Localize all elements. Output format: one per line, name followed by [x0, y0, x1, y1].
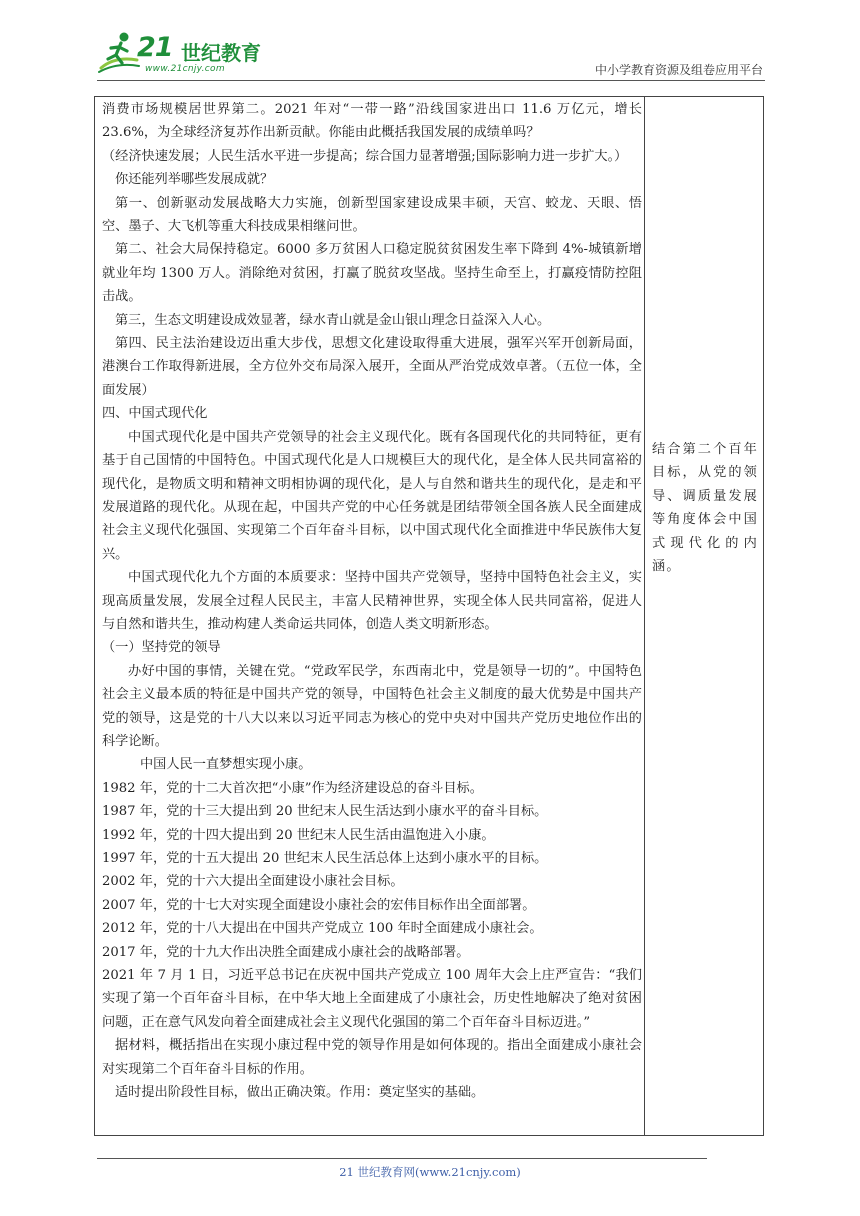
- paragraph: 你还能列举哪些发展成就？: [115, 172, 274, 188]
- paragraph: 第一、创新驱动发展战略大力实施，创新型国家建设成果丰硕，天宫、蛟龙、天眼、悟空、墨子、大飞机等重大科技成果相继问世。: [102, 195, 642, 235]
- paragraph: 第四、民主法治建设迈出重大步伐，思想文化建设取得重大进展，强军兴军开创新局面，港澳台工作取得新进展，全方位外交布局深入展开，全面从严治党成效卓著。（五位一体，全面发展）: [102, 336, 642, 398]
- section-heading: 四、中国式现代化: [102, 406, 208, 422]
- paragraph: 消费市场规模居世界第二。2021 年对“一带一路”沿线国家进出口 11.6 万亿元，增长 23.6%，为全球经济复苏作出新贡献。你能由此概括我国发展的成绩单吗？: [102, 102, 642, 141]
- paragraph: 中国式现代化九个方面的本质要求：坚持中国共产党领导，坚持中国特色社会主义，实现高质量发展，发展全过程人民民主，丰富人民精神世界，实现全体人民共同富裕，促进人与自然和谐共生，推动构建人类命运共同体，创造人类文明新形态。: [102, 570, 642, 632]
- paragraph: 中国人民一直梦想实现小康。: [140, 757, 312, 773]
- platform-name: 中小学教育资源及组卷应用平台: [594, 63, 763, 77]
- timeline-item: 2012 年，党的十八大提出在中国共产党成立 100 年时全面建成小康社会。: [102, 921, 543, 937]
- timeline-item: 1982 年，党的十二大首次把“小康”作为经济建设总的奋斗目标。: [102, 780, 483, 796]
- timeline-item: 2017 年，党的十九大作出决胜全面建成小康社会的战略部署。: [102, 944, 470, 960]
- logo: [97, 28, 262, 76]
- timeline-item: 1987 年，党的十三大提出到 20 世纪末人民生活达到小康水平的奋斗目标。: [102, 804, 548, 820]
- timeline-item: 2021 年 7 月 1 日，习近平总书记在庆祝中国共产党成立 100 周年大会上庄严宣告：“我们实现了第一个百年奋斗目标，在中华大地上全面建成了小康社会，历史性地解决了绝对贫困问题，正在意气风发向着全面建成社会主义现代化强国的第二个百年奋斗目标迈进。”: [102, 968, 642, 1030]
- paragraph: （经济快速发展；人民生活水平进一步提高；综合国力显著增强;国际影响力进一步扩大。）: [102, 148, 628, 164]
- column-divider: [644, 97, 645, 1135]
- paragraph: 适时提出阶段性目标，做出正确决策。作用：奠定坚实的基础。: [115, 1085, 485, 1101]
- footer-text: 21 世纪教育网(www.21cnjy.com): [339, 1165, 521, 1179]
- page-header: [97, 28, 765, 80]
- footer-divider: [97, 1158, 707, 1159]
- logo-number: 21: [137, 32, 173, 63]
- notes-column: [652, 438, 758, 578]
- header-divider: [97, 80, 765, 81]
- logo-url: www.21cnjy.com: [145, 64, 225, 74]
- lesson-table: [94, 96, 764, 1136]
- content-column: [102, 98, 642, 1104]
- paragraph: 办好中国的事情，关键在党。“党政军民学，东西南北中，党是领导一切的”。中国特色社会主义最本质的特征是中国共产党的领导，中国特色社会主义制度的最大优势是中国共产党的领导，这是党的十八大以来以习近平同志为核心的党中央对中国共产党历史地位作出的科学论断。: [102, 663, 642, 749]
- logo-text: 世纪教育: [181, 41, 261, 65]
- paragraph: 据材料，概括指出在实现小康过程中党的领导作用是如何体现的。指出全面建成小康社会对实现第二个百年奋斗目标的作用。: [102, 1038, 642, 1077]
- runner-icon: [97, 30, 141, 76]
- timeline-item: 2002 年，党的十六大提出全面建设小康社会目标。: [102, 874, 404, 890]
- paragraph: 第三，生态文明建设成效显著，绿水青山就是金山银山理念日益深入人心。: [115, 312, 551, 328]
- timeline-item: 2007 年，党的十七大对实现全面建设小康社会的宏伟目标作出全面部署。: [102, 897, 536, 913]
- paragraph: 中国式现代化是中国共产党领导的社会主义现代化。既有各国现代化的共同特征，更有基于自己国情的中国特色。中国式现代化是人口规模巨大的现代化，是全体人民共同富裕的现代化，是物质文明和精神文明相协调的现代化，是人与自然和谐共生的现代化，是走和平发展道路的现代化。从现在起，中国共产党的中心任务就是团结带领全国各族人民全面建成社会主义现代化强国、实现第二个百年奋斗目标，以中国式现代化全面推进中华民族伟大复兴。: [102, 429, 642, 562]
- design-note: 结合第二个百年目标，从党的领导、调质量发展等角度体会中国式现代化的内涵。: [652, 442, 758, 575]
- subsection-heading: （一）坚持党的领导: [102, 640, 221, 656]
- timeline-item: 1997 年，党的十五大提出 20 世纪末人民生活总体上达到小康水平的目标。: [102, 851, 548, 866]
- paragraph: 第二、社会大局保持稳定。6000 多万贫困人口稳定脱贫贫困发生率下降到 4%-城镇新增就业年均 1300 万人。消除绝对贫困，打赢了脱贫攻坚战。坚持生命至上，打赢疫情防控阻击战。: [102, 242, 642, 305]
- timeline-item: 1992 年，党的十四大提出到 20 世纪末人民生活由温饱进入小康。: [102, 827, 495, 843]
